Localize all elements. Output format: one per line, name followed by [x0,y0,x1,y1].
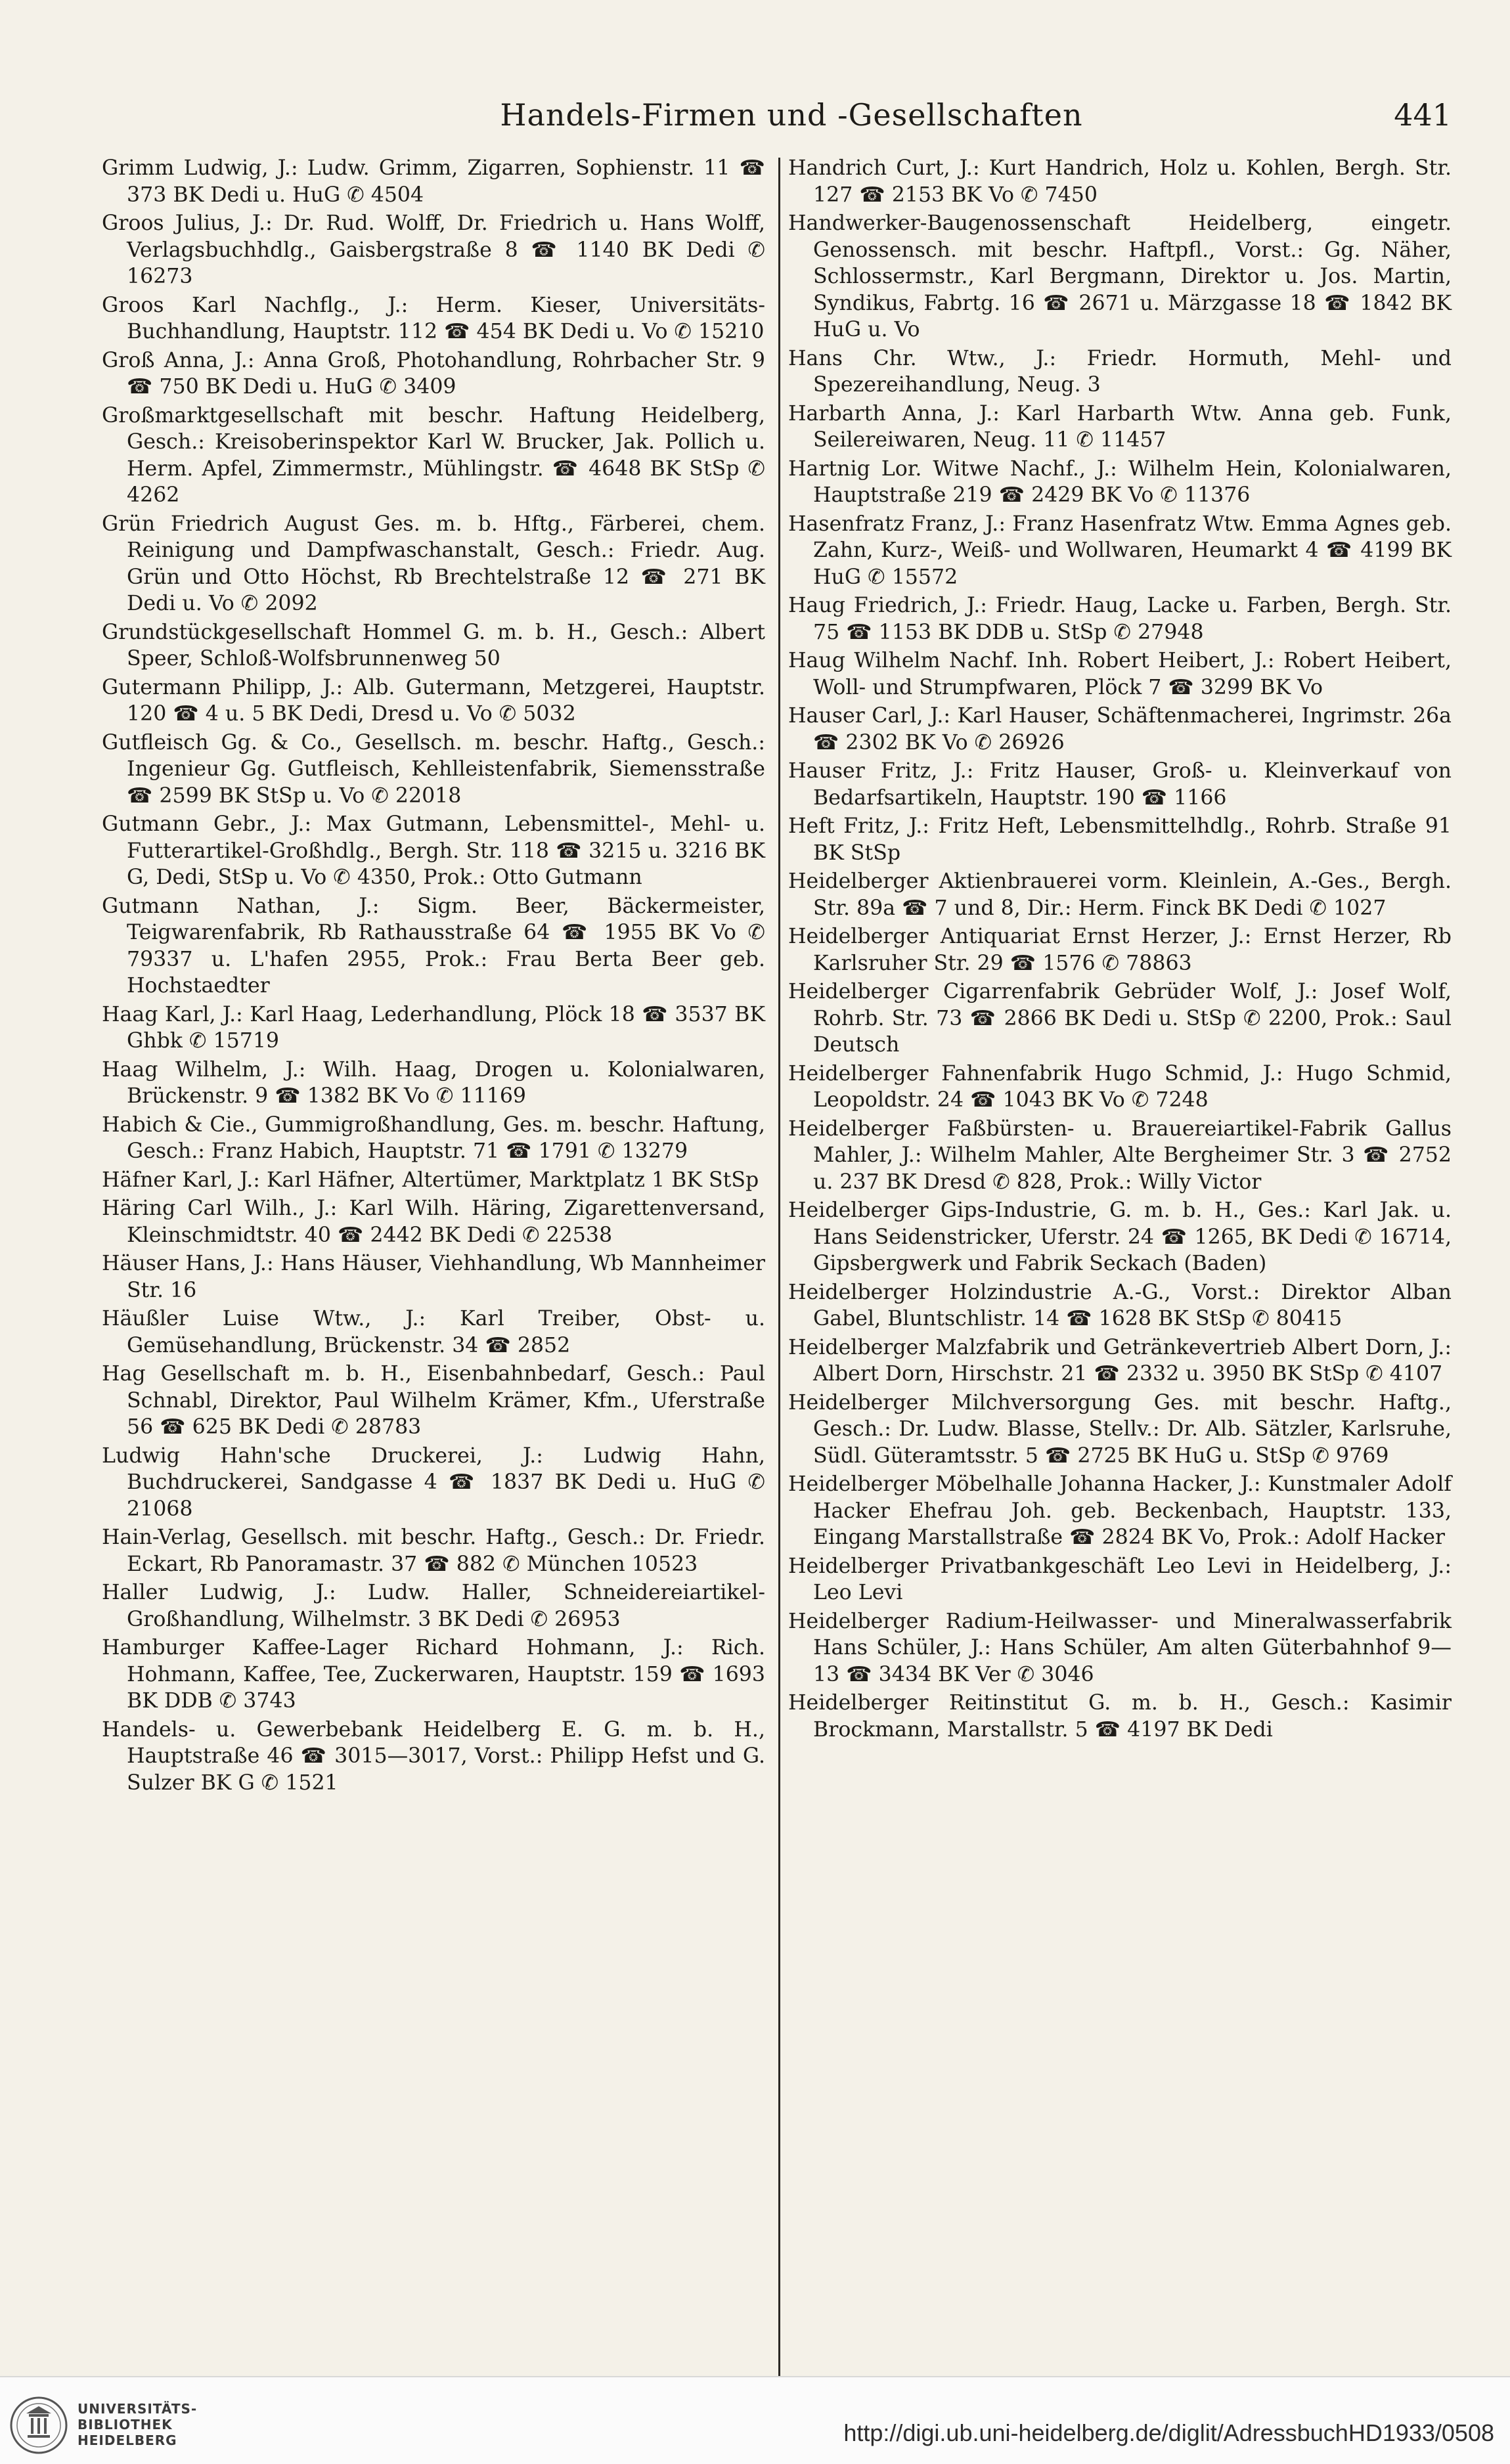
page-title: Handels-Firmen und -Gesellschaften [500,97,1083,133]
left-column [102,155,765,1798]
directory-entry: Haug Wilhelm Nachf. Inh. Robert Heibert, J.: Robert Heibert, Woll- und Strumpfwaren, Plöck 7 ☎ 3299 BK Vo [788,649,1452,699]
directory-entry: Hauser Fritz, J.: Fritz Hauser, Groß- u. Kleinverkauf von Bedarfsartikeln, Hauptstr. 190 ☎ 1166 [788,759,1452,810]
directory-entry: Heidelberger Antiquariat Ernst Herzer, J.: Ernst Herzer, Rb Karlsruher Str. 29 ☎ 1576 ✆ 78863 [788,925,1452,975]
directory-entry: Heidelberger Fahnenfabrik Hugo Schmid, J.: Hugo Schmid, Leopoldstr. 24 ☎ 1043 BK Vo ✆ 7248 [788,1061,1452,1112]
directory-entry: Habich & Cie., Gummigroßhandlung, Ges. m. beschr. Haftung, Gesch.: Franz Habich, Hauptstr. 71 ☎ 1791 ✆ 13279 [102,1112,765,1163]
directory-entry: Heidelberger Gips-Industrie, G. m. b. H., Ges.: Karl Jak. u. Hans Seidenstricker, Uferstr. 24 ☎ 1265, BK Dedi ✆ 16714, Gipsbergwerk und Fabrik Seckach (Baden) [788,1199,1452,1275]
directory-entry: Häuser Hans, J.: Hans Häuser, Viehhandlung, Wb Mannheimer Str. 16 [102,1252,765,1302]
directory-entry: Heidelberger Aktienbrauerei vorm. Kleinlein, A.-Ges., Bergh. Str. 89a ☎ 7 und 8, Dir.: Herm. Finck BK Dedi ✆ 1027 [788,869,1452,920]
directory-entry: Heidelberger Möbelhalle Johanna Hacker, J.: Kunstmaler Adolf Hacker Ehefrau Joh. geb. Beckenbach, Hauptstr. 133, Eingang Marstallstraße ☎ 2824 BK Vo, Prok.: Adolf Hacker [788,1472,1452,1549]
directory-entry: Hasenfratz Franz, J.: Franz Hasenfratz Wtw. Emma Agnes geb. Zahn, Kurz-, Weiß- und Wollwaren, Heumarkt 4 ☎ 4199 BK HuG ✆ 15572 [788,512,1452,589]
directory-entry: Gutmann Nathan, J.: Sigm. Beer, Bäckermeister, Teigwarenfabrik, Rb Rathausstraße 64 ☎ 1955 BK Vo ✆ 79337 u. L'hafen 2955, Prok.: Frau Berta Beer geb. Hochstaedter [102,894,765,998]
directory-entry: Ludwig Hahn'sche Druckerei, J.: Ludwig Hahn, Buchdruckerei, Sandgasse 4 ☎ 1837 BK Dedi u. HuG ✆ 21068 [102,1443,765,1521]
directory-entry: Groß Anna, J.: Anna Groß, Photohandlung, Rohrbacher Str. 9 ☎ 750 BK Dedi u. HuG ✆ 3409 [102,348,765,399]
footer-bar [0,2376,1510,2464]
directory-entry: Haug Friedrich, J.: Friedr. Haug, Lacke u. Farben, Bergh. Str. 75 ☎ 1153 BK DDB u. StSp ✆ 27948 [788,594,1452,644]
directory-entry: Hain-Verlag, Gesellsch. mit beschr. Haftg., Gesch.: Dr. Friedr. Eckart, Rb Panoramastr. 37 ☎ 882 ✆ München 10523 [102,1526,765,1576]
directory-entry: Grundstückgesellschaft Hommel G. m. b. H., Gesch.: Albert Speer, Schloß-Wolfsbrunnenweg 50 [102,620,765,671]
directory-entry: Heft Fritz, J.: Fritz Heft, Lebensmittelhdlg., Rohrb. Straße 91 BK StSp [788,814,1452,865]
right-column [788,155,1452,1745]
directory-entry: Gutmann Gebr., J.: Max Gutmann, Lebensmittel-, Mehl- u. Futterartikel-Großhdlg., Bergh. Str. 118 ☎ 3215 u. 3216 BK G, Dedi, StSp u. Vo ✆ 4350, Prok.: Otto Gutmann [102,812,765,889]
directory-entry: Handels- u. Gewerbebank Heidelberg E. G. m. b. H., Hauptstraße 46 ☎ 3015—3017, Vorst.: Philipp Hefst und G. Sulzer BK G ✆ 1521 [102,1717,765,1795]
directory-entry: Handwerker-Baugenossenschaft Heidelberg, eingetr. Genossensch. mit beschr. Haftpfl., Vorst.: Gg. Näher, Schlossermstr., Karl Bergmann, Direktor u. Jos. Martin, Syndikus, Fabrtg. 16 ☎ 2671 u. Märzgasse 18 ☎ 1842 BK HuG u. Vo [788,211,1452,341]
page-number: 441 [1394,97,1452,133]
page-header [112,97,1471,143]
directory-entry: Grün Friedrich August Ges. m. b. Hftg., Färberei, chem. Reinigung und Dampfwaschanstalt, Gesch.: Friedr. Aug. Grün und Otto Höchst, Rb Brechtelstraße 12 ☎ 271 BK Dedi u. Vo ✆ 2092 [102,512,765,615]
directory-entry: Hauser Carl, J.: Karl Hauser, Schäftenmacherei, Ingrimstr. 26a ☎ 2302 BK Vo ✆ 26926 [788,704,1452,755]
library-name-line: BIBLIOTHEK [78,2417,173,2432]
directory-entry: Heidelberger Cigarrenfabrik Gebrüder Wolf, J.: Josef Wolf, Rohrb. Str. 73 ☎ 2866 BK Dedi u. StSp ✆ 2200, Prok.: Saul Deutsch [788,980,1452,1057]
library-name-line: HEIDELBERG [78,2432,177,2448]
university-seal-icon [9,2396,68,2455]
source-url-link[interactable]: http://digi.ub.uni-heidelberg.de/diglit/AdressbuchHD1933/0508 [843,2419,1494,2446]
directory-entry: Hartnig Lor. Witwe Nachf., J.: Wilhelm Hein, Kolonialwaren, Hauptstraße 219 ☎ 2429 BK Vo ✆ 11376 [788,456,1452,507]
column-divider [778,158,780,2377]
directory-entry: Haller Ludwig, J.: Ludw. Haller, Schneidereiartikel-Großhandlung, Wilhelmstr. 3 BK Dedi ✆ 26953 [102,1581,765,1631]
directory-entry: Groos Karl Nachflg., J.: Herm. Kieser, Universitäts-Buchhandlung, Hauptstr. 112 ☎ 454 BK Dedi u. Vo ✆ 15210 [102,293,765,343]
directory-entry: Heidelberger Radium-Heilwasser- und Mineralwasserfabrik Hans Schüler, J.: Hans Schüler, Am alten Güterbahnhof 9—13 ☎ 3434 BK Ver ✆ 3046 [788,1609,1452,1686]
directory-entry: Heidelberger Privatbankgeschäft Leo Levi in Heidelberg, J.: Leo Levi [788,1554,1452,1604]
library-name [78,2401,197,2448]
directory-entry: Hans Chr. Wtw., J.: Friedr. Hormuth, Mehl- und Spezereihandlung, Neug. 3 [788,346,1452,397]
library-name-line: UNIVERSITÄTS- [78,2401,198,2417]
directory-entry: Handrich Curt, J.: Kurt Handrich, Holz u. Kohlen, Bergh. Str. 127 ☎ 2153 BK Vo ✆ 7450 [788,156,1452,207]
directory-entry: Haag Karl, J.: Karl Haag, Lederhandlung, Plöck 18 ☎ 3537 BK Ghbk ✆ 15719 [102,1002,765,1053]
directory-entry: Grimm Ludwig, J.: Ludw. Grimm, Zigarren, Sophienstr. 11 ☎ 373 BK Dedi u. HuG ✆ 4504 [102,156,765,207]
directory-entry: Gutermann Philipp, J.: Alb. Gutermann, Metzgerei, Hauptstr. 120 ☎ 4 u. 5 BK Dedi, Dresd u. Vo ✆ 5032 [102,675,765,726]
directory-entry: Groos Julius, J.: Dr. Rud. Wolff, Dr. Friedrich u. Hans Wolff, Verlagsbuchhdlg., Gaisbergstraße 8 ☎ 1140 BK Dedi ✆ 16273 [102,211,765,288]
directory-entry: Gutfleisch Gg. & Co., Gesellsch. m. beschr. Haftg., Gesch.: Ingenieur Gg. Gutfleisch, Kehlleistenfabrik, Siemensstraße ☎ 2599 BK StSp u. Vo ✆ 22018 [102,730,765,808]
directory-entry: Häußler Luise Wtw., J.: Karl Treiber, Obst- u. Gemüsehandlung, Brückenstr. 34 ☎ 2852 [102,1307,765,1357]
directory-entry: Heidelberger Malzfabrik und Getränkevertrieb Albert Dorn, J.: Albert Dorn, Hirschstr. 21 ☎ 2332 u. 3950 BK StSp ✆ 4107 [788,1335,1452,1386]
directory-entry: Harbarth Anna, J.: Karl Harbarth Wtw. Anna geb. Funk, Seilereiwaren, Neug. 11 ✆ 11457 [788,401,1452,452]
directory-entry: Großmarktgesellschaft mit beschr. Haftung Heidelberg, Gesch.: Kreisoberinspektor Karl W. Brucker, Jak. Pollich u. Herm. Apfel, Zimmermstr., Mühlingstr. ☎ 4648 BK StSp ✆ 4262 [102,403,765,507]
directory-entry: Haag Wilhelm, J.: Wilh. Haag, Drogen u. Kolonialwaren, Brückenstr. 9 ☎ 1382 BK Vo ✆ 11169 [102,1057,765,1108]
directory-entry: Häring Carl Wilh., J.: Karl Wilh. Häring, Zigarettenversand, Kleinschmidtstr. 40 ☎ 2442 BK Dedi ✆ 22538 [102,1197,765,1247]
directory-entry: Heidelberger Holzindustrie A.-G., Vorst.: Direktor Alban Gabel, Bluntschlistr. 14 ☎ 1628 BK StSp ✆ 80415 [788,1280,1452,1331]
directory-entry: Hag Gesellschaft m. b. H., Eisenbahnbedarf, Gesch.: Paul Schnabl, Direktor, Paul Wilhelm Krämer, Kfm., Uferstraße 56 ☎ 625 BK Dedi ✆ 28783 [102,1362,765,1439]
directory-entry: Hamburger Kaffee-Lager Richard Hohmann, J.: Rich. Hohmann, Kaffee, Tee, Zuckerwaren, Hauptstr. 159 ☎ 1693 BK DDB ✆ 3743 [102,1636,765,1713]
directory-entry: Heidelberger Milchversorgung Ges. mit beschr. Haftg., Gesch.: Dr. Ludw. Blasse, Stellv.: Dr. Alb. Sätzler, Karlsruhe, Südl. Güteramtsstr. 5 ☎ 2725 BK HuG u. StSp ✆ 9769 [788,1390,1452,1468]
directory-entry: Heidelberger Reitinstitut G. m. b. H., Gesch.: Kasimir Brockmann, Marstallstr. 5 ☎ 4197 BK Dedi [788,1691,1452,1742]
directory-entry: Heidelberger Faßbürsten- u. Brauereiartikel-Fabrik Gallus Mahler, J.: Wilhelm Mahler, Alte Bergheimer Str. 3 ☎ 2752 u. 237 BK Dresd ✆ 828, Prok.: Willy Victor [788,1116,1452,1194]
directory-entry: Häfner Karl, J.: Karl Häfner, Altertümer, Marktplatz 1 BK StSp [102,1168,759,1192]
